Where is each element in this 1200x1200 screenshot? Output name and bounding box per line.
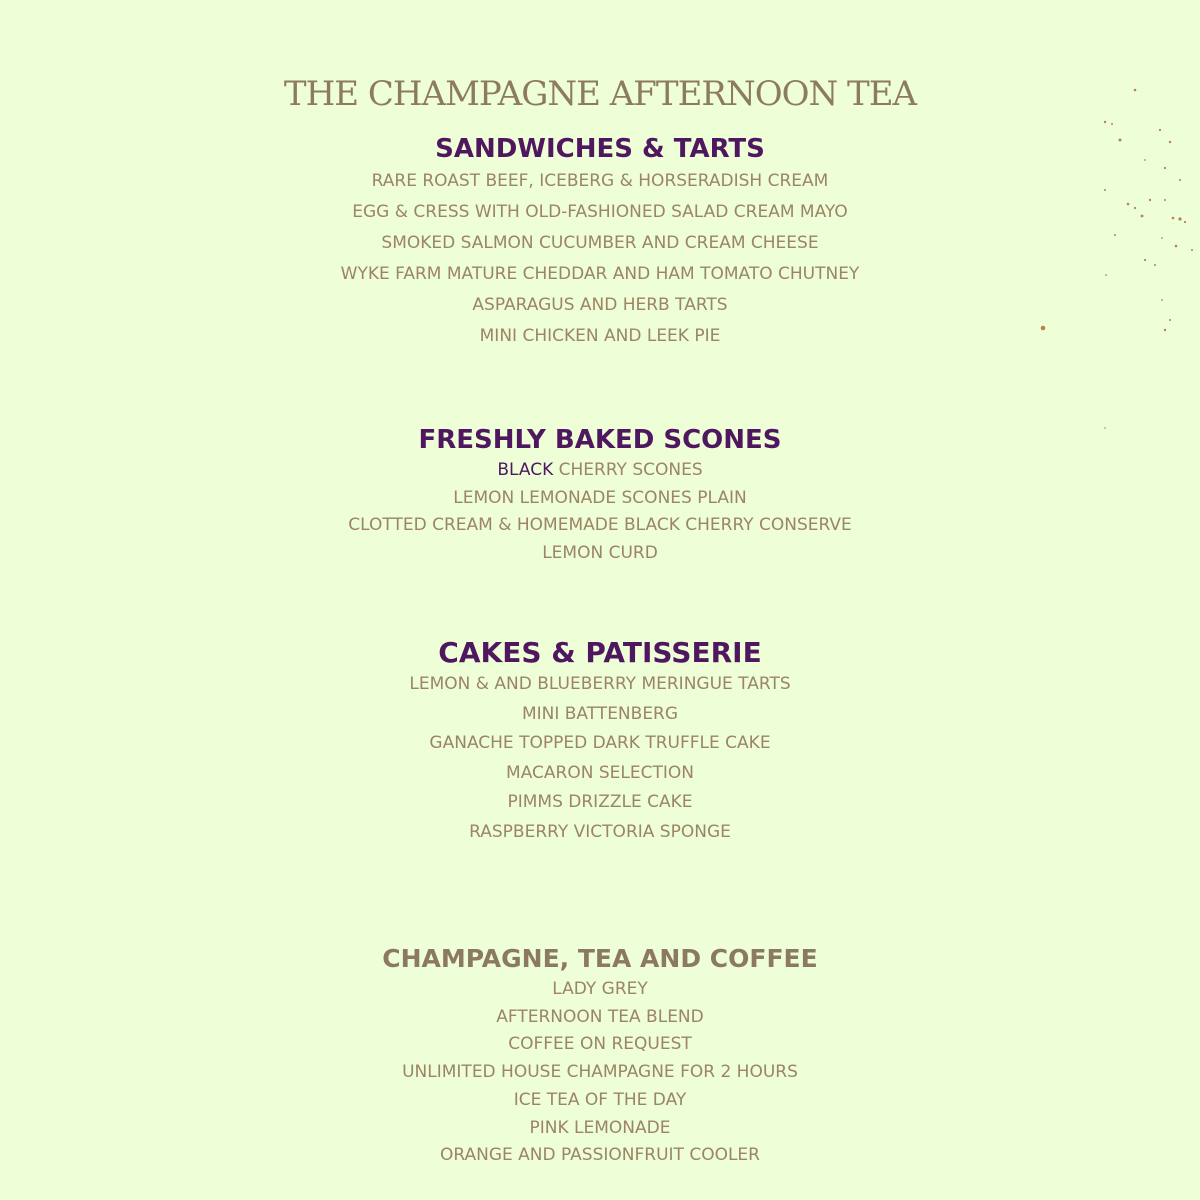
- menu-item: ORANGE AND PASSIONFRUIT COOLER: [440, 1145, 760, 1166]
- menu-item: SMOKED SALMON CUCUMBER AND CREAM CHEESE: [381, 233, 819, 253]
- menu-item: [0, 457, 1200, 485]
- menu-item: MACARON SELECTION: [506, 762, 694, 783]
- menu-item: PIMMS DRIZZLE CAKE: [507, 792, 693, 812]
- menu-item: EGG & CRESS WITH OLD-FASHIONED SALAD CREAM MAYO: [352, 202, 848, 222]
- menu-item: PINK LEMONADE: [529, 1117, 671, 1138]
- menu-item: LADY GREY: [552, 979, 648, 999]
- menu-item: CLOTTED CREAM & HOMEMADE BLACK CHERRY CONSERVE: [348, 515, 852, 535]
- menu-item: MINI CHICKEN AND LEEK PIE: [479, 326, 721, 346]
- menu-item: LEMON LEMONADE SCONES PLAIN: [453, 487, 747, 508]
- menu-title: THE CHAMPAGNE AFTERNOON TEA: [283, 74, 917, 114]
- cakes-section: [0, 636, 1200, 847]
- menu-item: RASPBERRY VICTORIA SPONGE: [469, 821, 731, 842]
- cakes-heading: CAKES & PATISSERIE: [438, 636, 762, 669]
- menu-item: GANACHE TOPPED DARK TRUFFLE CAKE: [429, 733, 771, 753]
- drinks-heading: CHAMPAGNE, TEA AND COFFEE: [382, 944, 818, 973]
- menu-item: ICE TEA OF THE DAY: [513, 1089, 687, 1110]
- menu-item: AFTERNOON TEA BLEND: [496, 1006, 704, 1027]
- gold-speckles-icon: [980, 0, 1200, 460]
- accent-text: BLACK: [497, 460, 554, 480]
- drinks-section: [0, 942, 1200, 1170]
- menu-item: LEMON CURD: [542, 542, 658, 563]
- menu-item: RARE ROAST BEEF, ICEBERG & HORSERADISH CREAM: [371, 171, 829, 191]
- sandwiches-heading: SANDWICHES & TARTS: [435, 134, 765, 164]
- menu-item: WYKE FARM MATURE CHEDDAR AND HAM TOMATO CHUTNEY: [340, 264, 860, 284]
- menu-item: COFFEE ON REQUEST: [508, 1034, 692, 1055]
- menu-item: UNLIMITED HOUSE CHAMPAGNE FOR 2 HOURS: [402, 1062, 798, 1083]
- scones-heading: FRESHLY BAKED SCONES: [418, 425, 782, 455]
- menu-item: MINI BATTENBERG: [521, 703, 679, 724]
- menu-item: LEMON & AND BLUEBERRY MERINGUE TARTS: [409, 674, 791, 694]
- menu-item: ASPARAGUS AND HERB TARTS: [472, 295, 728, 315]
- menu-item-rest: CHERRY SCONES: [553, 460, 703, 480]
